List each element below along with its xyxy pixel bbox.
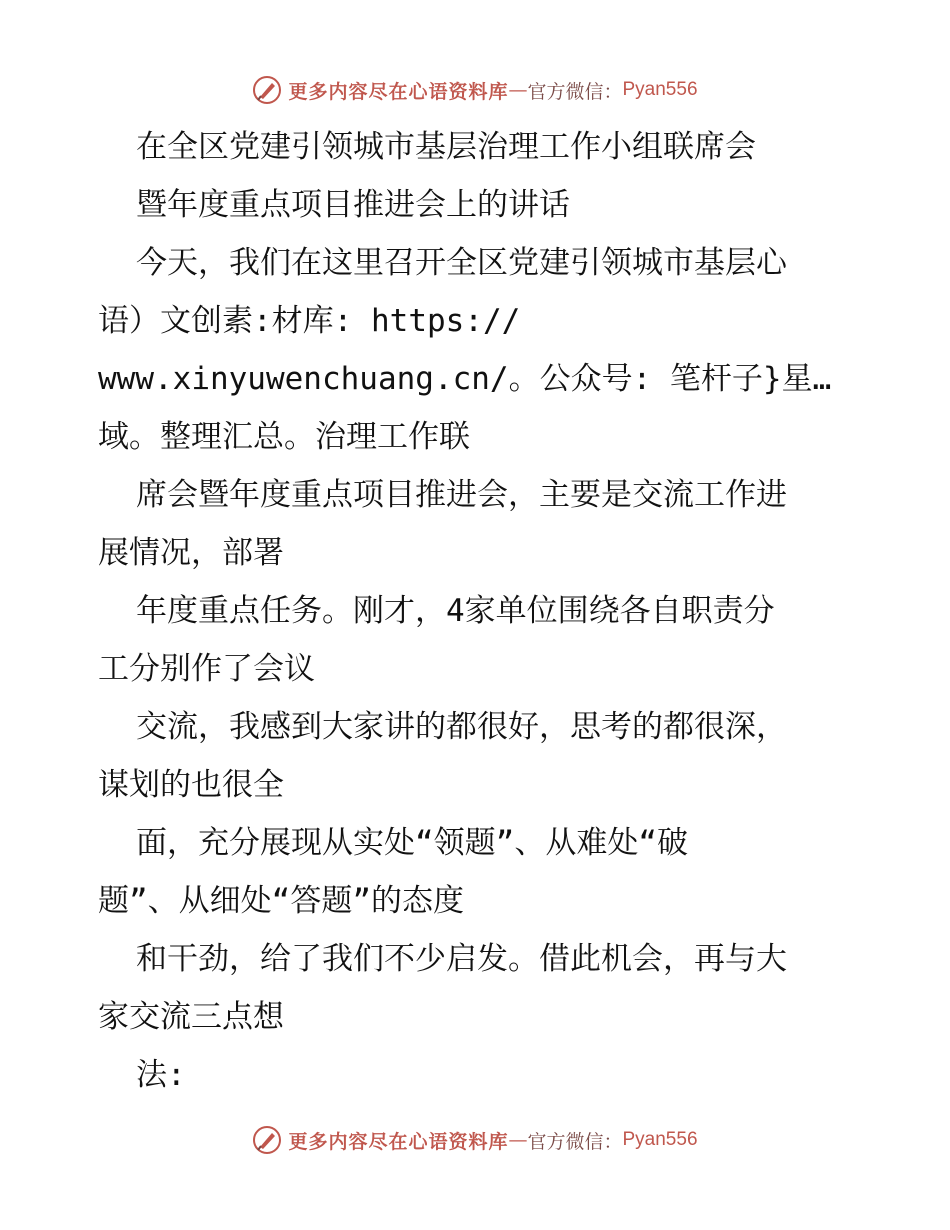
watermark-handle: Pyan556	[622, 1129, 698, 1150]
paragraph-line: 席会暨年度重点项目推进会，主要是交流工作进	[136, 477, 787, 513]
paragraph-line: 语）文创素:材库: https://	[98, 303, 521, 339]
paragraph-line: 面，充分展现从实处“领题”、从难处“破	[136, 825, 688, 861]
paragraph-line: 域。整理汇总。治理工作联	[98, 419, 470, 455]
paragraph-line: 工分别作了会议	[98, 651, 315, 687]
watermark-label: 官方微信：	[527, 1130, 623, 1153]
quill-pen-icon	[252, 1125, 282, 1155]
watermark-header	[0, 70, 950, 110]
watermark-label: 官方微信：	[527, 80, 623, 103]
paragraph-line: 家交流三点想	[98, 999, 284, 1035]
title-line-2: 暨年度重点项目推进会上的讲话	[136, 187, 570, 223]
watermark-brand: 更多内容尽在心语资料库	[288, 1130, 509, 1153]
paragraph-line: 年度重点任务。刚才，4家单位围绕各自职责分	[136, 593, 775, 629]
paragraph-line: 和干劲，给了我们不少启发。借此机会，再与大	[136, 941, 787, 977]
watermark-dash: —	[508, 1129, 528, 1151]
quill-pen-icon	[252, 75, 282, 105]
paragraph-line: 展情况，部署	[98, 535, 284, 571]
paragraph-line: 题”、从细处“答题”的态度	[98, 883, 464, 919]
document-body	[98, 118, 858, 1104]
watermark-brand: 更多内容尽在心语资料库	[288, 80, 509, 103]
paragraph-line: www.xinyuwenchuang.cn/。公众号: 笔杆子}星…	[98, 361, 832, 397]
title-line-1: 在全区党建引领城市基层治理工作小组联席会	[136, 129, 756, 165]
paragraph-line: 谋划的也很全	[98, 767, 284, 803]
paragraph-line: 交流，我感到大家讲的都很好，思考的都很深，	[136, 709, 787, 745]
paragraph-line: 法:	[136, 1057, 186, 1093]
paragraph-line: 今天，我们在这里召开全区党建引领城市基层心	[136, 245, 787, 281]
watermark-footer	[0, 1120, 950, 1160]
watermark-handle: Pyan556	[622, 79, 698, 100]
watermark-dash: —	[508, 79, 528, 101]
